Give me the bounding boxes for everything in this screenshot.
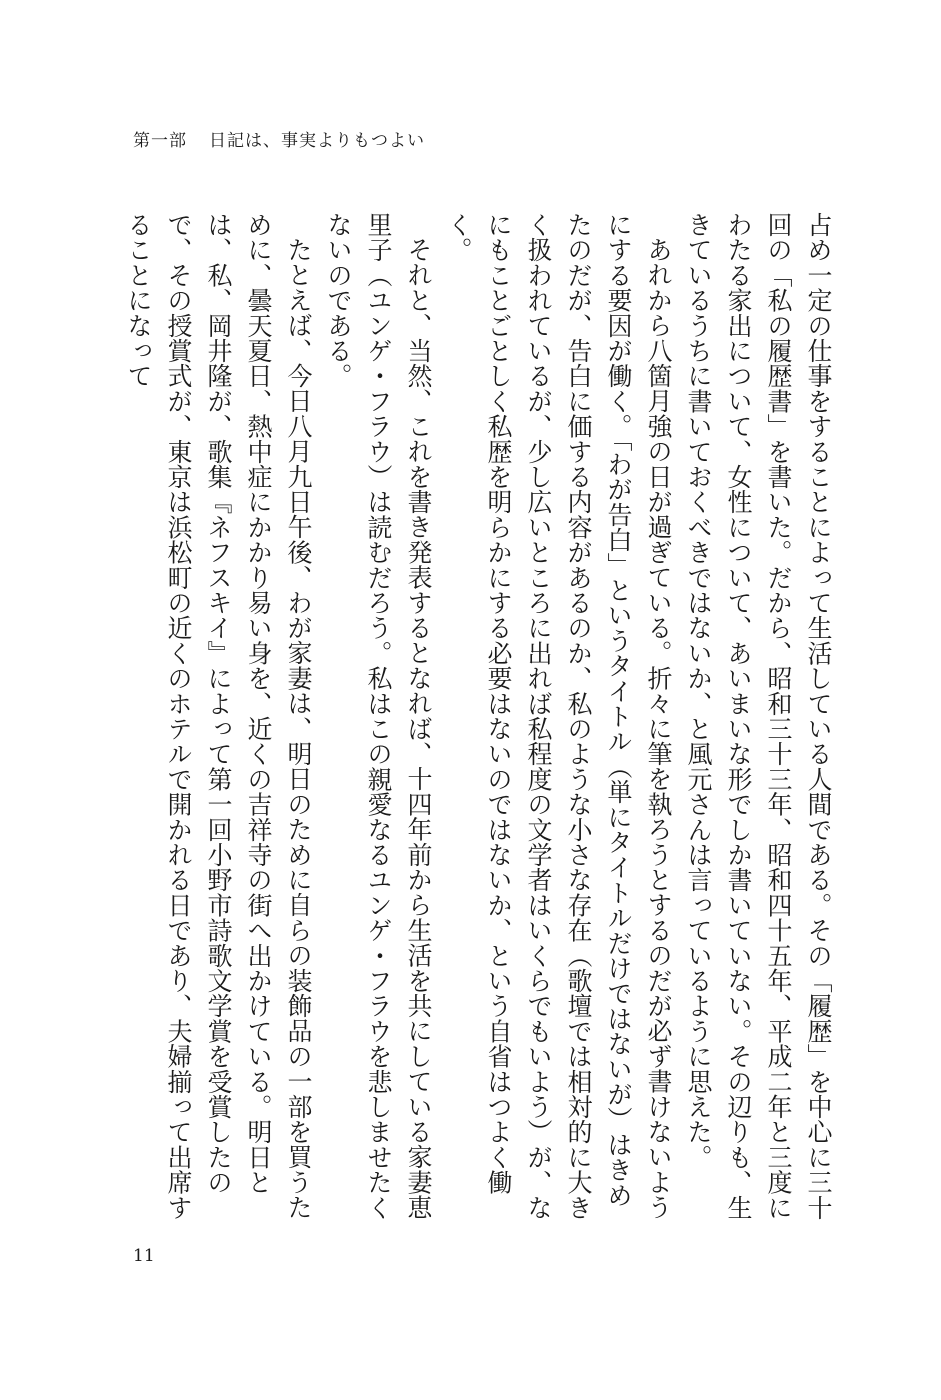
running-head [133,126,425,151]
paragraph: たとえば、今日八月九日午後、わが家妻は、明日のために自らの装飾品の一部を買うために、曇天夏日、熱中症にかかり易い身を、近くの吉祥寺の街へ出かけている。明日とは、私、岡井隆が、歌集『ネフスキイ』によって第一回小野市詩歌文学賞を受賞したので、その授賞式が、東京は浜松町の近くのホテルで開かれる日であり、夫婦揃って出席することになって [124,212,313,1220]
paragraph: それと、当然、これを書き発表するとなれば、十四年前から生活を共にしている家妻恵里子（ユンゲ・フラウ）は読むだろう。私はこの親愛なるユンゲ・フラウを悲しませたくないのである。 [324,212,433,1220]
body-text [118,212,838,1220]
page-number: 11 [133,1246,155,1266]
paragraph: あれから八箇月強の日が過ぎている。折々に筆を執ろうとするのだが必ず書けないようにする要因が働く。「わが告白」というタイトル（単にタイトルだけではないが）はきめたのだが、告白に価する内容があるのか、私のような小さな存在（歌壇では相対的に大きく扱われているが、少し広いところに出れば私程度の文学者はいくらでもいよう）が、なにもことごとしく私歴を明らかにする必要はないのではないか、という自省はつよく働く。 [444,212,673,1220]
paragraph: 占め一定の仕事をすることによって生活している人間である。その「履歴」を中心に三十回の「私の履歴書」を書いた。だから、昭和三十三年、昭和四十五年、平成二年と三度にわたる家出について、女性について、あいまいな形でしか書いていない。その辺りも、生きているうちに書いておくべきではないか、と風元さんは言っているように思えた。 [684,212,833,1220]
chapter-title: 日記は、事実よりもつよい [209,131,425,151]
part-label: 第一部 [133,131,187,151]
